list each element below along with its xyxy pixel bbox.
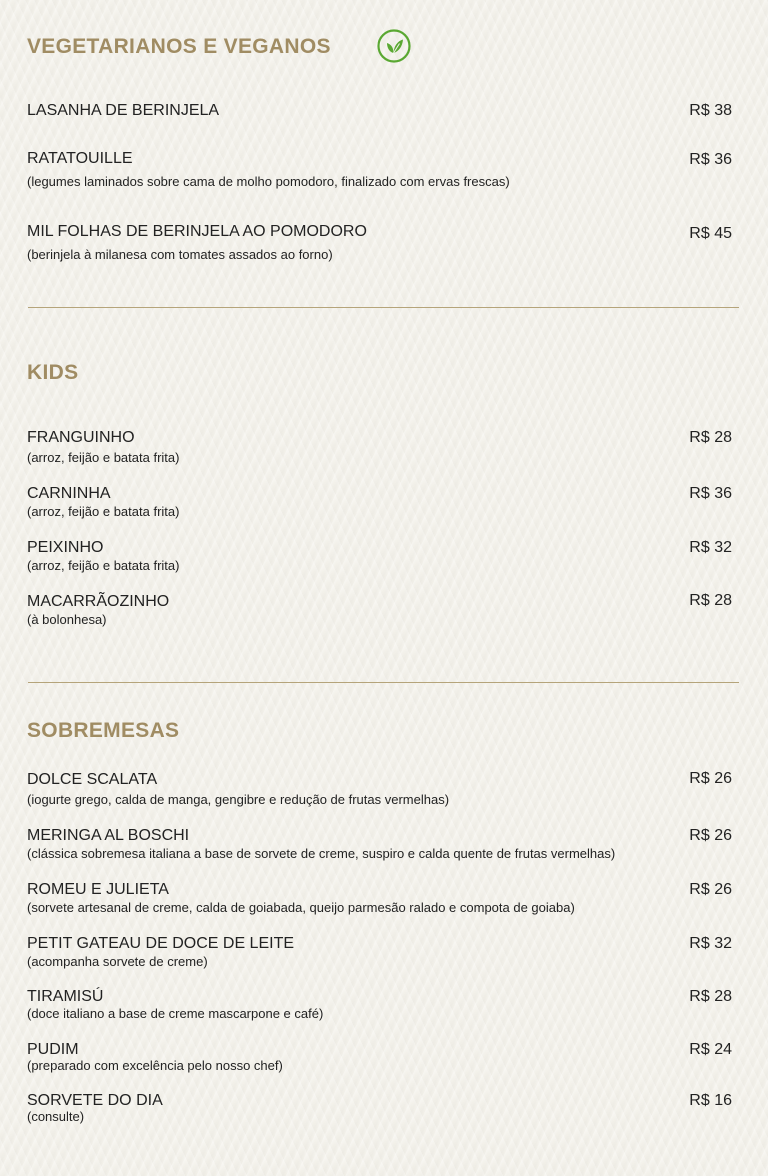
menu-item-description: (doce italiano a base de creme mascarpone e café) bbox=[27, 1006, 324, 1021]
menu-item-price: R$ 24 bbox=[689, 1041, 732, 1058]
menu-item-price: R$ 28 bbox=[689, 429, 732, 446]
menu-item-description: (à bolonhesa) bbox=[27, 612, 107, 627]
menu-item-price: R$ 28 bbox=[689, 988, 732, 1005]
menu-item-description: (legumes laminados sobre cama de molho pomodoro, finalizado com ervas frescas) bbox=[27, 174, 510, 189]
menu-item-description: (arroz, feijão e batata frita) bbox=[27, 558, 180, 573]
vegan-leaf-icon bbox=[377, 29, 411, 63]
menu-item-price: R$ 26 bbox=[689, 881, 732, 898]
menu-item-price: R$ 26 bbox=[689, 827, 732, 844]
menu-item-price: R$ 38 bbox=[689, 102, 732, 119]
section-title-sobremesas: SOBREMESAS bbox=[27, 719, 180, 742]
menu-item-description: (arroz, feijão e batata frita) bbox=[27, 504, 180, 519]
menu-item-name: MACARRÃOZINHO bbox=[27, 593, 170, 610]
section-divider bbox=[28, 307, 739, 308]
menu-item-price: R$ 26 bbox=[689, 770, 732, 787]
menu-item-name: PUDIM bbox=[27, 1041, 79, 1058]
menu-item-price: R$ 28 bbox=[689, 592, 732, 609]
menu-item-price: R$ 16 bbox=[689, 1092, 732, 1109]
menu-item-description: (clássica sobremesa italiana a base de sorvete de creme, suspiro e calda quente de frutas vermelhas) bbox=[27, 846, 616, 861]
menu-item-price: R$ 36 bbox=[689, 151, 732, 168]
section-divider bbox=[28, 682, 739, 683]
menu-item-name: LASANHA DE BERINJELA bbox=[27, 102, 220, 119]
menu-item-name: PEIXINHO bbox=[27, 539, 104, 556]
menu-item-name: MERINGA AL BOSCHI bbox=[27, 827, 190, 844]
menu-item-name: ROMEU E JULIETA bbox=[27, 881, 169, 898]
menu-item-name: MIL FOLHAS DE BERINJELA AO POMODORO bbox=[27, 223, 367, 240]
menu-item-description: (sorvete artesanal de creme, calda de goiabada, queijo parmesão ralado e compota de goiaba) bbox=[27, 900, 575, 915]
menu-item-description: (arroz, feijão e batata frita) bbox=[27, 450, 180, 465]
menu-item-price: R$ 32 bbox=[689, 539, 732, 556]
menu-item-description: (berinjela à milanesa com tomates assados ao forno) bbox=[27, 247, 333, 262]
menu-item-name: RATATOUILLE bbox=[27, 150, 133, 167]
menu-item-description: (preparado com excelência pelo nosso chef) bbox=[27, 1058, 283, 1073]
menu-item-name: PETIT GATEAU DE DOCE DE LEITE bbox=[27, 935, 295, 952]
menu-item-name: TIRAMISÚ bbox=[27, 988, 104, 1005]
menu-item-name: SORVETE DO DIA bbox=[27, 1092, 163, 1109]
section-title-vegetarianos: VEGETARIANOS E VEGANOS bbox=[27, 35, 331, 58]
menu-item-name: FRANGUINHO bbox=[27, 429, 135, 446]
menu-item-description: (iogurte grego, calda de manga, gengibre e redução de frutas vermelhas) bbox=[27, 792, 450, 807]
menu-item-description: (acompanha sorvete de creme) bbox=[27, 954, 208, 969]
menu-item-name: CARNINHA bbox=[27, 485, 111, 502]
menu-item-name: DOLCE SCALATA bbox=[27, 771, 158, 788]
menu-item-price: R$ 45 bbox=[689, 225, 732, 242]
menu-item-price: R$ 36 bbox=[689, 485, 732, 502]
section-title-kids: KIDS bbox=[27, 361, 79, 384]
menu-item-price: R$ 32 bbox=[689, 935, 732, 952]
menu-item-description: (consulte) bbox=[27, 1109, 85, 1124]
